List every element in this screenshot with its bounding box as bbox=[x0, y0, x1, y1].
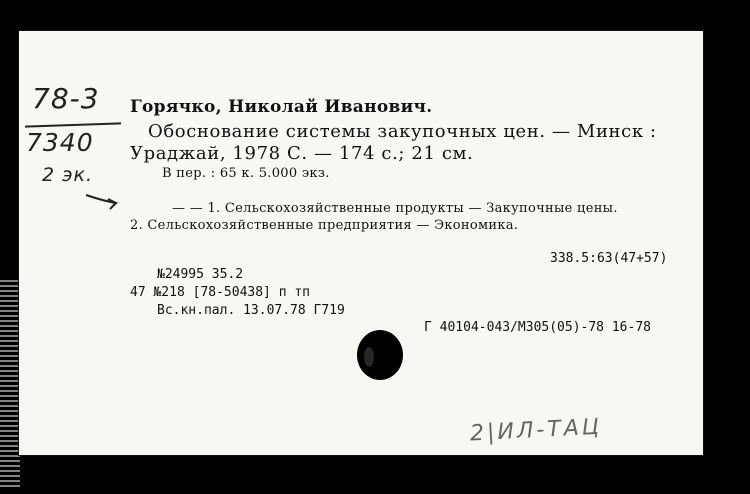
card-print-number: 47 №218 [78-50438] п тп bbox=[130, 285, 311, 300]
punch-hole-shine bbox=[364, 347, 374, 367]
ink-stamp: 2|ИЛ-ТАЦ bbox=[469, 414, 603, 447]
card-chamber-line: Вс.кн.пал. 13.07.78 Г719 bbox=[157, 303, 345, 318]
card-record-number: №24995 35.2 bbox=[157, 267, 244, 282]
card-author: Горячко, Николай Иванович. bbox=[130, 97, 433, 117]
card-subject-line1: — — 1. Сельскохозяйственные продукты — Закупочные цены. bbox=[172, 201, 618, 216]
card-title-line1: Обоснование системы закупочных цен. — Минск : bbox=[148, 121, 657, 142]
card-title-line2: Ураджай, 1978 С. — 174 с.; 21 см. bbox=[130, 143, 474, 164]
card-price-line: В пер. : 65 к. 5.000 экз. bbox=[162, 166, 330, 181]
handwritten-inventory-number: 7340 bbox=[26, 128, 94, 157]
handwritten-arrow-icon bbox=[84, 187, 124, 211]
catalog-card bbox=[18, 30, 704, 456]
card-code-line: Г 40104-043/М305(05)-78 16-78 bbox=[424, 320, 651, 335]
scanner-edge-marks bbox=[0, 280, 20, 490]
card-subject-line2: 2. Сельскохозяйственные предприятия — Экономика. bbox=[130, 218, 519, 233]
handwritten-shelf-mark: 78-3 bbox=[32, 82, 100, 115]
handwritten-copies-note: 2 эк. bbox=[42, 164, 94, 186]
card-classification: 338.5:63(47+57) bbox=[550, 251, 668, 266]
